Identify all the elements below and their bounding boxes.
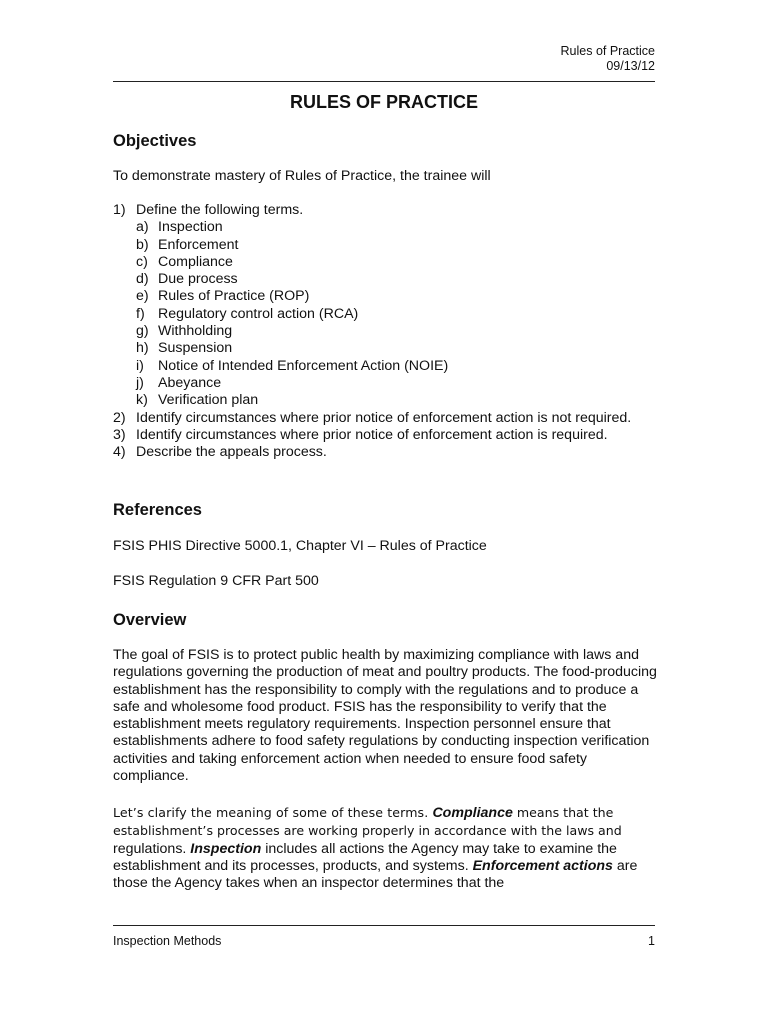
term-text: Verification plan [158, 392, 259, 409]
page-title: RULES OF PRACTICE [289, 92, 478, 112]
term-letter: i) [136, 357, 144, 374]
term-item [113, 358, 658, 375]
objective-text: Describe the appeals process. [136, 444, 327, 461]
objective-item [113, 202, 658, 219]
term-item [113, 271, 658, 288]
term-text: Due process [158, 271, 238, 288]
objective-text: Identify circumstances where prior notice of enforcement action is required. [136, 426, 608, 443]
header-divider [113, 81, 655, 82]
enforcement-definition-start: are those the Agency takes when an inspector determines that the [113, 857, 638, 892]
objective-text: Define the following terms. [136, 202, 304, 218]
overview-heading: Overview [113, 611, 187, 629]
term-text: Withholding [158, 323, 233, 340]
footer-course-name: Inspection Methods [113, 934, 222, 948]
term-item [113, 288, 658, 305]
inspection-definition: includes all actions the Agency may take to examine the establishment and its processes, products, and systems. [113, 840, 617, 874]
objective-item [113, 427, 658, 444]
term-compliance: Compliance [432, 805, 513, 821]
term-text: Regulatory control action (RCA) [158, 305, 359, 322]
term-letter: g) [136, 323, 149, 340]
objective-text: Identify circumstances where prior notice of enforcement action is not required. [136, 409, 632, 426]
objective-number: 3) [113, 426, 126, 443]
term-item [113, 219, 658, 236]
term-item [113, 392, 658, 409]
term-text: Enforcement [158, 236, 239, 253]
compliance-definition-start: means that the establishment’s processes are working properly in accordance with the laws and [113, 805, 622, 839]
term-text: Inspection [158, 219, 223, 236]
term-text: Compliance [158, 253, 233, 270]
page-number: 1 [648, 934, 655, 948]
term-letter: f) [136, 305, 145, 322]
term-text: Notice of Intended Enforcement Action (NOIE) [158, 357, 449, 374]
reference-directive: FSIS PHIS Directive 5000.1, Chapter VI – Rules of Practice [113, 538, 487, 554]
term-item [113, 237, 658, 254]
term-text: Suspension [158, 340, 233, 357]
objectives-list [113, 202, 658, 461]
term-letter: a) [136, 219, 149, 236]
term-item [113, 340, 658, 357]
terms-intro-text: Let’s clarify the meaning of some of these terms. [113, 805, 433, 820]
term-item [113, 375, 658, 392]
running-header [561, 44, 655, 74]
objective-number: 2) [113, 409, 126, 426]
term-item [113, 323, 658, 340]
overview-paragraph-2 [113, 804, 658, 892]
term-letter: j) [136, 374, 144, 391]
term-inspection: Inspection [190, 840, 262, 857]
term-letter: c) [136, 253, 148, 270]
term-letter: b) [136, 236, 149, 253]
footer-divider [113, 925, 655, 926]
term-item [113, 254, 658, 271]
objectives-heading: Objectives [113, 132, 197, 150]
term-letter: h) [136, 340, 149, 357]
objective-item [113, 444, 658, 461]
objective-item [113, 410, 658, 427]
term-enforcement-actions: Enforcement actions [472, 857, 613, 874]
reference-regulation: FSIS Regulation 9 CFR Part 500 [113, 573, 319, 589]
objectives-intro: To demonstrate mastery of Rules of Practice, the trainee will [113, 168, 491, 184]
term-text: Abeyance [158, 374, 222, 391]
header-date: 09/13/12 [606, 59, 655, 73]
term-letter: d) [136, 271, 149, 288]
header-doc-title: Rules of Practice [560, 44, 655, 58]
references-heading: References [113, 501, 202, 519]
term-letter: k) [136, 392, 148, 409]
objective-number: 4) [113, 444, 126, 461]
term-text: Rules of Practice (ROP) [158, 288, 310, 305]
objective-number: 1) [113, 202, 126, 218]
term-item [113, 306, 658, 323]
term-letter: e) [136, 288, 149, 305]
overview-paragraph-1: The goal of FSIS is to protect public health by maximizing compliance with laws and regulations governing the production of meat and poultry products. The food-producing establishment has the responsibility to comply with the regulations and to produce a safe and wholesome food product. FSIS has the responsibility to verify that the establishment meets regulatory requirements. Inspection personnel ensure that establishments adhere to food safety regulations by conducting inspection verification activities and taking enforcement action when needed to ensure food safety compliance. [113, 647, 657, 785]
regulations-text: regulations. [113, 840, 191, 857]
